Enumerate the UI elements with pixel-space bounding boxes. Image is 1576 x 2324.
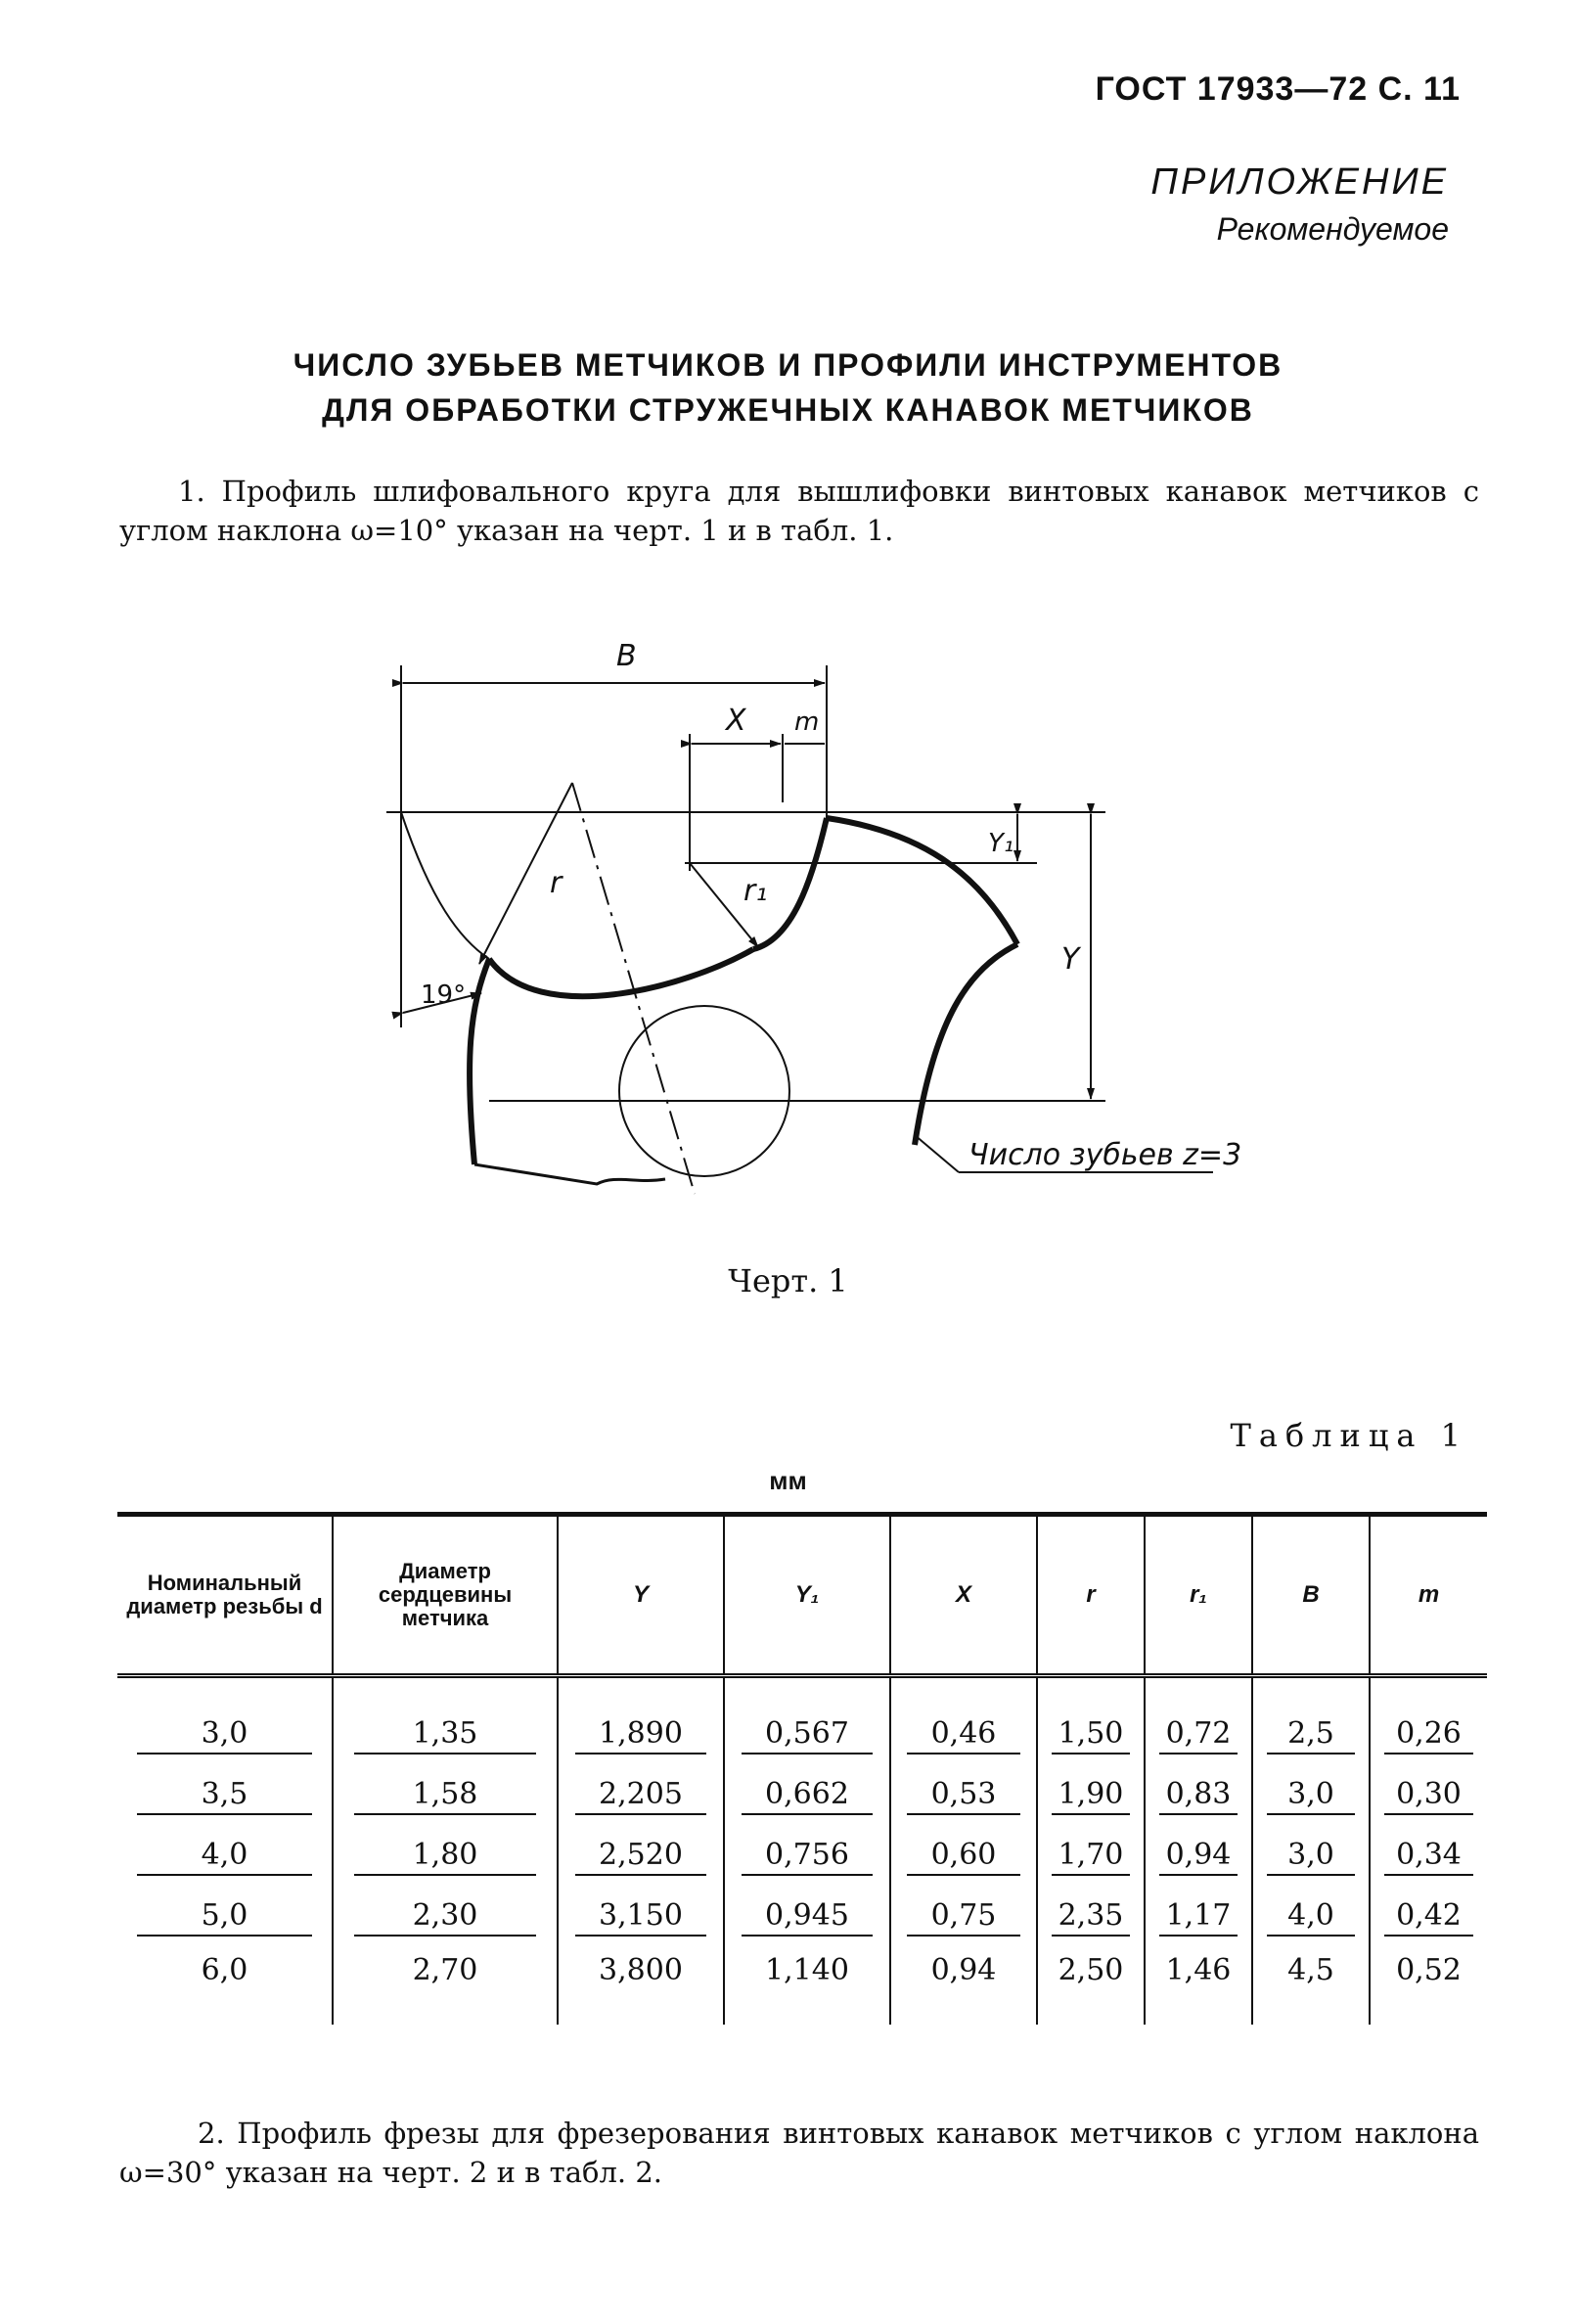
header-r1: r₁ bbox=[1145, 1515, 1252, 1676]
table-cell: 0,75 bbox=[890, 1876, 1037, 1937]
table-cell: 3,800 bbox=[558, 1937, 724, 2025]
table-cell: 2,5 bbox=[1252, 1676, 1370, 1755]
table-cell: 2,70 bbox=[333, 1937, 558, 2025]
header-r: r bbox=[1037, 1515, 1145, 1676]
table-cell: 3,0 bbox=[1252, 1815, 1370, 1876]
table-cell: 1,70 bbox=[1037, 1815, 1145, 1876]
table-label: Таблица 1 bbox=[1230, 1417, 1468, 1454]
table-cell: 0,34 bbox=[1370, 1815, 1487, 1876]
table-row bbox=[117, 1937, 1487, 2025]
label-teeth: Число зубьев z=3 bbox=[968, 1138, 1242, 1172]
table-cell: 2,205 bbox=[558, 1754, 724, 1815]
table-row bbox=[117, 1815, 1487, 1876]
table-cell: 0,26 bbox=[1370, 1676, 1487, 1755]
core-circle bbox=[619, 1006, 789, 1176]
table-cell: 6,0 bbox=[201, 1952, 248, 1987]
profile-left-flank bbox=[470, 959, 489, 1164]
table-cell: 2,520 bbox=[558, 1815, 724, 1876]
table-cell: 0,72 bbox=[1145, 1676, 1252, 1755]
table-cell: 1,90 bbox=[1037, 1754, 1145, 1815]
label-angle: 19° bbox=[421, 980, 467, 1010]
table-cell: 5,0 bbox=[117, 1876, 333, 1937]
table-row bbox=[117, 1876, 1487, 1937]
table-cell: 3,0 bbox=[117, 1676, 333, 1755]
table-header-row bbox=[117, 1515, 1487, 1676]
section-title bbox=[0, 342, 1576, 433]
header-b: B bbox=[1252, 1515, 1370, 1676]
table-unit: мм bbox=[769, 1466, 807, 1495]
table-cell: 0,83 bbox=[1145, 1754, 1252, 1815]
table-cell: 1,17 bbox=[1145, 1876, 1252, 1937]
document-reference: ГОСТ 17933—72 С. 11 bbox=[1095, 70, 1461, 108]
table-cell: 1,140 bbox=[724, 1937, 890, 2025]
table-cell: 3,150 bbox=[558, 1876, 724, 1937]
label-r: r bbox=[550, 866, 563, 900]
paragraph-2: 2. Профиль фрезы для фрезерования винтовых канавок метчиков с углом наклона ω=30° указан на черт. 2 и в табл. 2. bbox=[119, 2117, 1479, 2189]
drawing-svg bbox=[372, 636, 1252, 1243]
title-line-2: ДЛЯ ОБРАБОТКИ СТРУЖЕЧНЫХ КАНАВОК МЕТЧИКОВ bbox=[322, 392, 1254, 428]
table-cell: 0,30 bbox=[1370, 1754, 1487, 1815]
leader-line bbox=[915, 1135, 959, 1172]
table-cell: 0,94 bbox=[1145, 1815, 1252, 1876]
table-cell: 0,94 bbox=[890, 1937, 1037, 2025]
header-y1: Y₁ bbox=[724, 1515, 890, 1676]
appendix-status: Рекомендуемое bbox=[1216, 211, 1449, 247]
figure-caption: Черт. 1 bbox=[728, 1262, 848, 1299]
table-cell: 1,50 bbox=[1037, 1676, 1145, 1755]
table-cell: 4,5 bbox=[1252, 1937, 1370, 2025]
table-cell: 1,58 bbox=[333, 1754, 558, 1815]
table-cell: 2,35 bbox=[1037, 1876, 1145, 1937]
technical-drawing bbox=[372, 636, 1252, 1247]
table-row bbox=[117, 1754, 1487, 1815]
table-cell: 0,567 bbox=[724, 1676, 890, 1755]
table-cell: 0,46 bbox=[890, 1676, 1037, 1755]
label-x: X bbox=[726, 704, 746, 738]
table-cell: 2,50 bbox=[1037, 1937, 1145, 2025]
table-cell: 0,945 bbox=[724, 1876, 890, 1937]
header-core-diameter: Диаметр сердцевины метчика bbox=[333, 1515, 558, 1676]
table-cell: 3,0 bbox=[1252, 1754, 1370, 1815]
paragraph-1: 1. Профиль шлифовального круга для вышлифовки винтовых канавок метчиков с углом наклона ω=10° указан на черт. 1 и в табл. 1. bbox=[119, 475, 1479, 547]
table-cell: 3,5 bbox=[117, 1754, 333, 1815]
table-row bbox=[117, 1676, 1487, 1755]
label-b: B bbox=[616, 639, 637, 673]
label-r1: r₁ bbox=[743, 874, 768, 908]
table-cell: 0,662 bbox=[724, 1754, 890, 1815]
header-y: Y bbox=[558, 1515, 724, 1676]
title-line-1: ЧИСЛО ЗУБЬЕВ МЕТЧИКОВ И ПРОФИЛИ ИНСТРУМЕНТОВ bbox=[293, 347, 1283, 383]
appendix-label: ПРИЛОЖЕНИЕ bbox=[1150, 161, 1449, 203]
table-cell: 1,80 bbox=[333, 1815, 558, 1876]
table-cell: 2,30 bbox=[333, 1876, 558, 1937]
table-cell: 0,53 bbox=[890, 1754, 1037, 1815]
angle-ray bbox=[401, 812, 489, 959]
table-cell: 4,0 bbox=[1252, 1876, 1370, 1937]
table-cell: 1,46 bbox=[1145, 1937, 1252, 2025]
label-y: Y bbox=[1061, 942, 1080, 977]
label-y1: Y₁ bbox=[988, 829, 1014, 858]
table-cell: 4,0 bbox=[117, 1815, 333, 1876]
table-cell: 1,890 bbox=[558, 1676, 724, 1755]
header-x: X bbox=[890, 1515, 1037, 1676]
header-nominal-diameter: Номинальный диаметр резьбы d bbox=[126, 1571, 323, 1618]
header-m: m bbox=[1370, 1515, 1487, 1676]
table-cell: 1,35 bbox=[333, 1676, 558, 1755]
table-cell: 0,60 bbox=[890, 1815, 1037, 1876]
axis-line bbox=[572, 783, 695, 1194]
data-table bbox=[117, 1512, 1487, 2025]
appendix-block bbox=[1150, 161, 1449, 248]
table-cell: 0,42 bbox=[1370, 1876, 1487, 1937]
profile-bottom bbox=[474, 1164, 665, 1184]
profile-arc-r bbox=[489, 949, 753, 996]
table-cell: 0,756 bbox=[724, 1815, 890, 1876]
label-m: m bbox=[794, 707, 820, 737]
profile-tooth-back bbox=[915, 944, 1017, 1145]
table-cell: 0,52 bbox=[1370, 1937, 1487, 2025]
